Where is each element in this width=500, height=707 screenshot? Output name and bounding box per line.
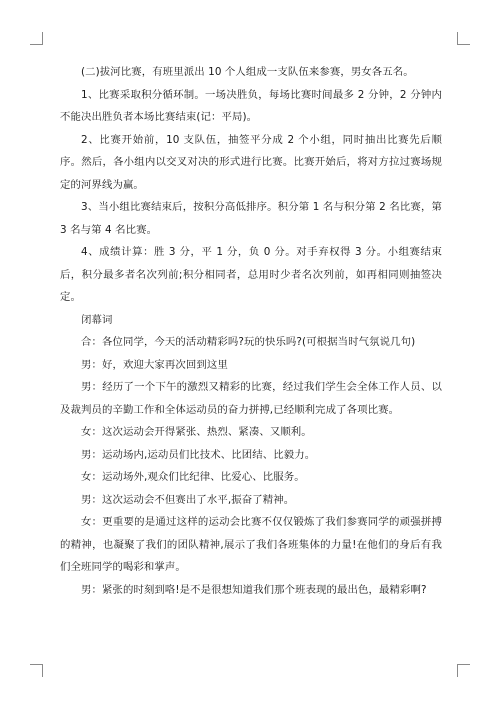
document-body xyxy=(60,61,442,601)
paragraph-dialogue-9: 男：紧张的时刻到咯!是不是很想知道我们那个班表现的最出色，最精彩啊? xyxy=(81,583,427,596)
paragraph-rule-1: 1、比赛采取积分循环制。一场决胜负，每场比赛时间最多 2 分钟，2 分钟内不能决出胜负者本场比赛结束(记：平局)。 xyxy=(60,88,442,123)
crop-mark-bottom-left xyxy=(30,664,43,677)
paragraph-dialogue-1: 合：各位同学，今天的活动精彩吗?玩的快乐吗?(可根据当时气氛说几句) xyxy=(81,336,416,348)
paragraph-dialogue-5: 男：运动场内,运动员们比技术、比团结、比毅力。 xyxy=(81,448,316,461)
paragraph-dialogue-8: 女：更重要的是通过这样的运动会比赛不仅仅锻炼了我们参赛同学的顽强拼搏的精神，也凝聚了我们的团队精神,展示了我们各班集体的力量!在他们的身后有我们全班同学的喝彩和掌声。 xyxy=(60,516,442,573)
paragraph-rule-4: 4、成绩计算：胜 3 分，平 1 分，负 0 分。对手弃权得 3 分。小组赛结束后，积分最多者名次列前;积分相同者，总用时少者名次列前，如再相同则抽签决定。 xyxy=(60,246,442,303)
paragraph-dialogue-4: 女：这次运动会开得紧张、热烈、紧凑、又顺利。 xyxy=(81,426,312,438)
crop-mark-top-right xyxy=(457,32,470,45)
paragraph-tug-of-war-intro: (二)拔河比赛，有班里派出 10 个人组成一支队伍来参赛，男女各五名。 xyxy=(81,66,414,78)
paragraph-dialogue-2: 男：好，欢迎大家再次回到这里 xyxy=(81,358,228,371)
paragraph-dialogue-3: 男：经历了一个下午的激烈又精彩的比赛，经过我们学生会全体工作人员、以及裁判员的辛勤工作和全体运动员的奋力拼搏,已经顺利完成了各项比赛。 xyxy=(60,381,442,416)
section-heading-closing-speech: 闭幕词 xyxy=(81,313,113,326)
crop-mark-top-left xyxy=(30,32,43,45)
paragraph-rule-3: 3、当小组比赛结束后，按积分高低排序。积分第 1 名与积分第 2 名比赛，第 3 名与第 4 名比赛。 xyxy=(60,201,442,236)
paragraph-dialogue-7: 男：这次运动会不但赛出了水平,振奋了精神。 xyxy=(81,493,295,506)
paragraph-dialogue-6: 女：运动场外,观众们比纪律、比爱心、比服务。 xyxy=(81,471,305,483)
crop-mark-bottom-right xyxy=(457,664,470,677)
paragraph-rule-2: 2、比赛开始前，10 支队伍，抽签平分成 2 个小组，同时抽出比赛先后顺序。然后，各小组内以交叉对决的形式进行比赛。比赛开始后，将对方拉过赛场规定的河界线为赢。 xyxy=(60,133,442,191)
